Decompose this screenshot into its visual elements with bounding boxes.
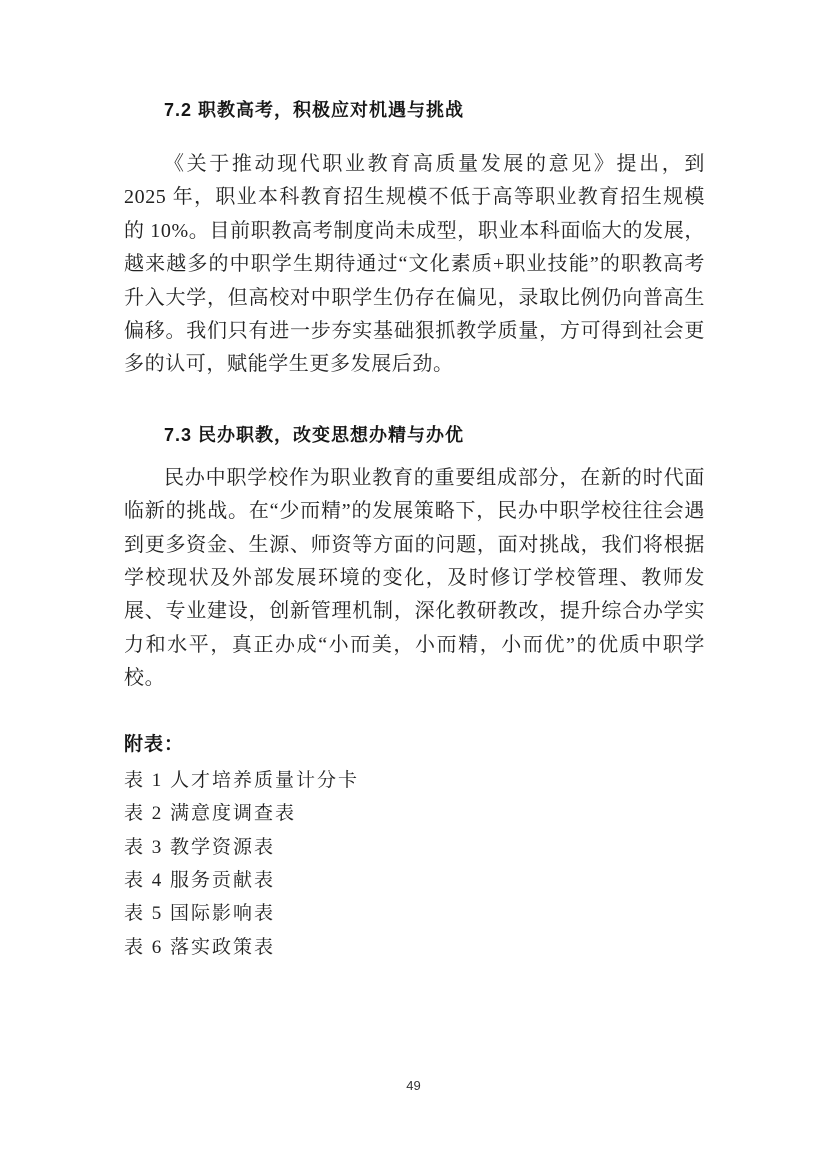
- appendix-list-item-5: 表 5 国际影响表: [124, 903, 276, 925]
- section-paragraph-7-2: 《关于推动现代职业教育高质量发展的意见》提出，到 2025 年，职业本科教育招生规模不低于高等职业教育招生规模的 10%。目前职教高考制度尚未成型，职业本科面临大的发展，越来越多的中职学生期待通过“文化素质+职业技能”的职教高考升入大学，但高校对中职学生仍存在偏见，录取比例仍向普高生偏移。我们只有进一步夯实基础狠抓教学质量，方可得到社会更多的认可，赋能学生更多发展后劲。: [124, 153, 705, 376]
- appendix-list-item-6: 表 6 落实政策表: [124, 936, 276, 958]
- appendix-list-item-4: 表 4 服务贡献表: [124, 869, 276, 891]
- appendix-list-item-1: 表 1 人才培养质量计分卡: [124, 769, 360, 791]
- page-number: 49: [406, 1078, 421, 1093]
- section-heading-7-3: 7.3 民办职教，改变思想办精与办优: [164, 424, 465, 445]
- section-heading-7-2: 7.2 职教高考，积极应对机遇与挑战: [164, 100, 465, 120]
- appendix-table-list: [124, 764, 705, 964]
- appendix-list-item-2: 表 2 满意度调查表: [124, 803, 297, 825]
- appendix-list-item-3: 表 3 教学资源表: [124, 836, 276, 858]
- page-content: [124, 0, 705, 964]
- appendix-title: 附表：: [124, 733, 185, 755]
- section-paragraph-7-3: 民办中职学校作为职业教育的重要组成部分，在新的时代面临新的挑战。在“少而精”的发展策略下，民办中职学校往往会遇到更多资金、生源、师资等方面的问题，面对挑战，我们将根据学校现状及外部发展环境的变化，及时修订学校管理、教师发展、专业建设，创新管理机制，深化教研教改，提升综合办学实力和水平，真正办成“小而美，小而精，小而优”的优质中职学校。: [124, 466, 705, 690]
